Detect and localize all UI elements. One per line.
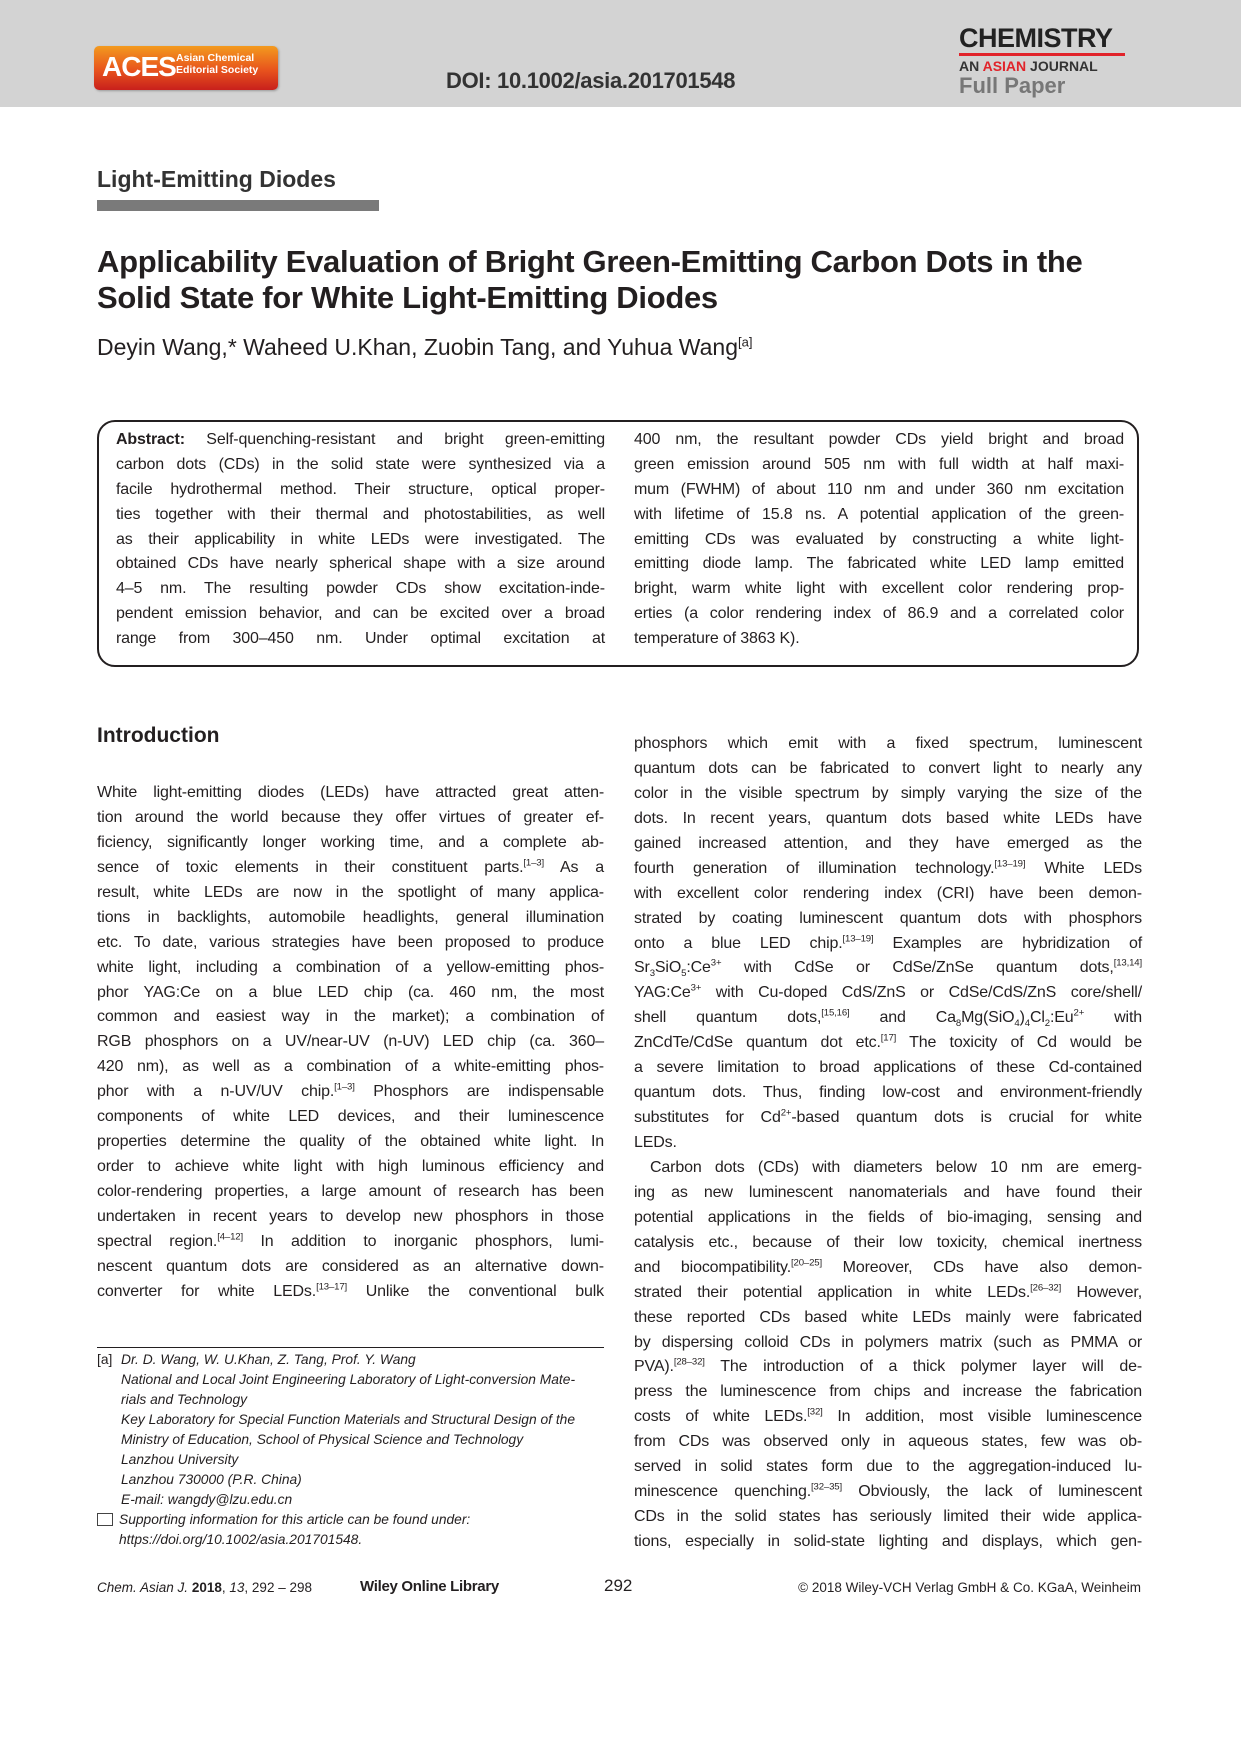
text-line: RGB phosphors on a UV/near-UV (n-UV) LED chip (ca. 360– bbox=[97, 1033, 604, 1051]
text-line: etc. To date, various strategies have been proposed to produce bbox=[97, 933, 604, 951]
text-line: by dispersing colloid CDs in polymers matrix (such as PMMA or bbox=[634, 1333, 1142, 1351]
superscript: 2+ bbox=[1073, 1007, 1085, 1019]
text-line: ties together with their thermal and photostabilities, as well bbox=[116, 505, 605, 523]
superscript: 3+ bbox=[710, 958, 722, 970]
text-line: $YAG:Ce^{3+}$ with Cu-doped CdS/ZnS or CdSe/CdS/ZnS core/shell/ bbox=[634, 983, 1142, 1002]
text-line: gained increased attention, and they have emerged as the bbox=[634, 834, 1142, 852]
text-line: phor YAG:Ce on a blue LED chip (ca. 460 nm, the most bbox=[97, 983, 604, 1001]
footnote-line: Lanzhou University bbox=[121, 1452, 239, 1467]
footnote-line: Dr. D. Wang, W. U.Khan, Z. Tang, Prof. Y. Wang bbox=[121, 1352, 416, 1367]
superscript: [32] bbox=[807, 1406, 823, 1418]
superscript: [17] bbox=[880, 1032, 897, 1044]
citation: Chem. Asian J. 2018, 13, 292 – 298 bbox=[97, 1580, 312, 1595]
text-line: temperature of 3863 K). bbox=[634, 630, 800, 648]
supporting-info-link[interactable]: https://doi.org/10.1002/asia.201701548. bbox=[119, 1532, 363, 1547]
text-line: LEDs. bbox=[634, 1134, 677, 1151]
superscript: [13,14] bbox=[1113, 958, 1142, 970]
text-line: tion around the world because they offer virtues of greater ef- bbox=[97, 808, 604, 826]
text-line: carbon dots (CDs) in the solid state were synthesized via a bbox=[116, 455, 605, 473]
journal-subtitle-an: AN bbox=[959, 58, 983, 74]
bold-label: Abstract: bbox=[116, 431, 185, 448]
superscript: [4–12] bbox=[217, 1231, 243, 1243]
footnote-line: Key Laboratory for Special Function Materials and Structural Design of the bbox=[121, 1412, 575, 1427]
text-line: ing as new luminescent nanomaterials and have found their bbox=[634, 1183, 1142, 1201]
text-line: $Sr_3SiO_5:Ce^{3+}$ with CdSe or CdSe/ZnSe quantum dots,[13,14] bbox=[634, 958, 1142, 980]
text-line: phosphors which emit with a fixed spectrum, luminescent bbox=[634, 735, 1142, 752]
text-line: strated by coating luminescent quantum dots with phosphors bbox=[634, 909, 1142, 927]
citation-pages: 292 – 298 bbox=[251, 1580, 312, 1595]
superscript: [13–19] bbox=[994, 858, 1026, 870]
footnote-divider bbox=[97, 1347, 604, 1348]
text-line: quantum dots. Thus, finding low-cost and environment-friendly bbox=[634, 1084, 1142, 1102]
subscript: 4 bbox=[1014, 1018, 1020, 1030]
text-line: tions, especially in solid-state lighting and displays, which gen- bbox=[634, 1533, 1142, 1550]
text-line: quantum dots can be fabricated to convert light to nearly any bbox=[634, 759, 1142, 777]
supporting-info bbox=[97, 1510, 607, 1550]
authors: Deyin Wang,* Waheed U.Khan, Zuobin Tang, and Yuhua Wang bbox=[97, 334, 739, 360]
text-line: erties (a color rendering index of 86.9 and a correlated color bbox=[634, 605, 1124, 623]
text-line: these reported CDs based white LEDs mainly were fabricated bbox=[634, 1308, 1142, 1326]
text-line: catalysis etc., because of their low toxicity, chemical inertness bbox=[634, 1233, 1142, 1251]
footnote-line: Lanzhou 730000 (P.R. China) bbox=[121, 1472, 302, 1487]
text-line: fourth generation of illumination technology.[13–19] White LEDs bbox=[634, 858, 1142, 877]
superscript: [20–25] bbox=[791, 1257, 822, 1269]
text-line: color in the visible spectrum by simply varying the size of the bbox=[634, 784, 1142, 802]
text-line: as their applicability in white LEDs were investigated. The bbox=[116, 530, 605, 548]
journal-subtitle bbox=[959, 58, 1125, 74]
superscript: [26–32] bbox=[1030, 1282, 1062, 1294]
affiliation-footnote bbox=[97, 1350, 607, 1550]
section-tag: Light-Emitting Diodes bbox=[97, 166, 336, 192]
text-line: sence of toxic elements in their constituent parts.[1–3] As a bbox=[97, 857, 604, 876]
footnote-line: National and Local Joint Engineering Laboratory of Light-conversion Mate- bbox=[121, 1372, 576, 1387]
superscript: 3+ bbox=[690, 983, 702, 995]
footnote-line[interactable]: E-mail: wangdy@lzu.edu.cn bbox=[121, 1492, 293, 1507]
journal-subtitle-journal: JOURNAL bbox=[1026, 58, 1098, 74]
text-line: common and easiest way in the market); a combination of bbox=[97, 1008, 604, 1026]
text-line: with excellent color rendering index (CRI) have been demon- bbox=[634, 884, 1142, 902]
text-line: emitting diode lamp. The fabricated white LED lamp emitted bbox=[634, 555, 1124, 573]
footnote-line: Ministry of Education, School of Physical Science and Technology bbox=[121, 1432, 524, 1447]
footnote-row bbox=[97, 1350, 607, 1510]
wiley-online-library-link[interactable]: Wiley Online Library bbox=[360, 1578, 499, 1595]
text-line: 400 nm, the resultant powder CDs yield bright and broad bbox=[634, 431, 1124, 448]
text-line: emitting CDs was evaluated by constructing a white light- bbox=[634, 530, 1124, 548]
text-line: Abstract: Self-quenching-resistant and bright green-emitting bbox=[116, 431, 605, 448]
text-line: converter for white LEDs.[13–17] Unlike the conventional bulk bbox=[97, 1281, 604, 1300]
aces-logo bbox=[94, 46, 278, 90]
aces-line-1: Asian Chemical bbox=[176, 52, 255, 64]
copyright: © 2018 Wiley-VCH Verlag GmbH & Co. KGaA, Weinheim bbox=[798, 1580, 1141, 1595]
subscript: 2 bbox=[1044, 1018, 1050, 1030]
subscript: 3 bbox=[649, 968, 655, 980]
text-line: nescent quantum dots are considered as an alternative down- bbox=[97, 1257, 604, 1275]
supporting-info-text bbox=[119, 1510, 470, 1550]
text-line: green emission around 505 nm with full width at half maxi- bbox=[634, 455, 1124, 473]
text-line: Carbon dots (CDs) with diameters below 10 nm are emerg- bbox=[650, 1158, 1142, 1176]
superscript: [15,16] bbox=[821, 1007, 850, 1019]
article-title: Applicability Evaluation of Bright Green-Emitting Carbon Dots in the Solid State for White Light-Emitting Diodes bbox=[97, 244, 1083, 315]
text-line: bright, warm white light with excellent color rendering prop- bbox=[634, 580, 1124, 598]
text-line: properties determine the quality of the obtained white light. In bbox=[97, 1133, 604, 1151]
text-line: color-rendering properties, a large amount of research has been bbox=[97, 1183, 604, 1200]
text-line: CDs in the solid states has seriously limited their wide applica- bbox=[634, 1508, 1142, 1526]
text-line: facile hydrothermal method. Their structure, optical proper- bbox=[116, 480, 605, 498]
text-line: mum (FWHM) of about 110 nm and under 360 nm excitation bbox=[634, 480, 1124, 498]
footnote-line: rials and Technology bbox=[121, 1392, 248, 1407]
abstract-left-column bbox=[116, 428, 605, 652]
text-line: substitutes for $Cd^{2+}$-based quantum dots is crucial for white bbox=[634, 1107, 1142, 1127]
section-heading-introduction: Introduction bbox=[97, 724, 220, 747]
body-right-column bbox=[634, 732, 1142, 1555]
subscript: 8 bbox=[955, 1018, 962, 1030]
page-footer bbox=[97, 1578, 1141, 1600]
citation-journal: Chem. Asian J. bbox=[97, 1580, 189, 1595]
text-line: from CDs was observed only in aqueous states, few was ob- bbox=[634, 1433, 1142, 1451]
text-line: White light-emitting diodes (LEDs) have attracted great atten- bbox=[97, 784, 604, 801]
affiliation-marker[interactable]: [a] bbox=[738, 334, 753, 350]
footnote-label: [a] bbox=[97, 1352, 113, 1367]
superscript: [32–35] bbox=[811, 1481, 842, 1493]
text-line: ZnCdTe/CdSe quantum dot etc.[17] The toxicity of Cd would be bbox=[634, 1032, 1142, 1052]
text-line: press the luminescence from chips and increase the fabrication bbox=[634, 1383, 1142, 1401]
superscript: [13–19] bbox=[842, 933, 874, 945]
text-line: pendent emission behavior, and can be excited over a broad bbox=[116, 605, 605, 623]
section-tag-bar bbox=[97, 200, 379, 211]
text-line: strated their potential application in white LEDs.[26–32] However, bbox=[634, 1282, 1142, 1301]
journal-name: CHEMISTRY bbox=[959, 23, 1113, 53]
text-line: minescence quenching.[32–35] Obviously, the lack of luminescent bbox=[634, 1481, 1142, 1501]
text-line: white light, including a combination of a yellow-emitting phos- bbox=[97, 958, 604, 976]
text-line: 420 nm), as well as a combination of a white-emitting phos- bbox=[97, 1058, 604, 1076]
text-line: potential applications in the fields of bio-imaging, sensing and bbox=[634, 1208, 1142, 1226]
author-list bbox=[97, 334, 752, 361]
journal-logo-rule bbox=[959, 53, 1125, 56]
text-line: dots. In recent years, quantum dots based white LEDs have bbox=[634, 809, 1142, 827]
footnote-lines bbox=[121, 1350, 575, 1510]
text-line: 4–5 nm. The resulting powder CDs show excitation-inde- bbox=[116, 580, 605, 598]
text-line: range from 300–450 nm. Under optimal excitation at bbox=[116, 630, 605, 648]
text-line: tions in backlights, automobile headlights, general illumination bbox=[97, 908, 604, 926]
aces-logo-text: ACES bbox=[102, 51, 176, 82]
abstract-right-column bbox=[634, 428, 1124, 652]
superscript: [1–3] bbox=[523, 857, 544, 869]
journal-header bbox=[0, 0, 1241, 107]
text-line: spectral region.[4–12] In addition to inorganic phosphors, lumi- bbox=[97, 1231, 604, 1250]
text-line: PVA).[28–32] The introduction of a thick polymer layer will de- bbox=[634, 1357, 1142, 1376]
text-line: result, white LEDs are now in the spotlight of many applica- bbox=[97, 883, 604, 901]
page-number: 292 bbox=[604, 1576, 633, 1595]
text-line: costs of white LEDs.[32] In addition, most visible luminescence bbox=[634, 1406, 1142, 1426]
text-line: phor with a n-UV/UV chip.[1–3] Phosphors are indispensable bbox=[97, 1081, 604, 1101]
text-line: ficiency, significantly longer working time, and a complete ab- bbox=[97, 833, 604, 851]
article-type: Full Paper bbox=[959, 73, 1066, 98]
text-line: components of white LED devices, and their luminescence bbox=[97, 1108, 604, 1126]
text-line: served in solid states form due to the aggregation-induced lu- bbox=[634, 1458, 1142, 1476]
text-line: undertaken in recent years to develop new phosphors in those bbox=[97, 1207, 604, 1225]
text-line: obtained CDs have nearly spherical shape with a size around bbox=[116, 555, 605, 573]
superscript: [28–32] bbox=[673, 1357, 705, 1369]
subscript: 5 bbox=[681, 968, 687, 980]
aces-logo-subtext bbox=[176, 52, 258, 76]
supporting-info-line: Supporting information for this article can be found under: bbox=[119, 1512, 471, 1527]
journal-subtitle-asian: ASIAN bbox=[982, 58, 1027, 74]
text-line: shell quantum dots,[15,16] and $Ca_8Mg(SiO_4)_4Cl_2:Eu^{2+}$ with bbox=[634, 1007, 1142, 1030]
aces-line-2: Editorial Society bbox=[176, 64, 259, 76]
citation-year: 2018 bbox=[191, 1580, 222, 1595]
text-line: and biocompatibility.[20–25] Moreover, CDs have also demon- bbox=[634, 1257, 1142, 1276]
journal-logo bbox=[959, 24, 1125, 98]
superscript: 2+ bbox=[780, 1107, 792, 1119]
text-line: order to achieve white light with high luminous efficiency and bbox=[97, 1158, 604, 1176]
text-line: with lifetime of 15.8 ns. A potential application of the green- bbox=[634, 505, 1124, 523]
body-left-column bbox=[97, 781, 604, 1305]
citation-volume: 13 bbox=[229, 1580, 245, 1595]
superscript: [1–3] bbox=[334, 1081, 355, 1093]
text-line: a severe limitation to broad applications of these Cd-contained bbox=[634, 1059, 1142, 1077]
subscript: 4 bbox=[1024, 1018, 1030, 1030]
text-line: onto a blue LED chip.[13–19] Examples are hybridization of bbox=[634, 933, 1142, 952]
computer-icon bbox=[97, 1513, 113, 1526]
superscript: [13–17] bbox=[316, 1281, 348, 1293]
doi[interactable]: DOI: 10.1002/asia.201701548 bbox=[446, 68, 736, 93]
